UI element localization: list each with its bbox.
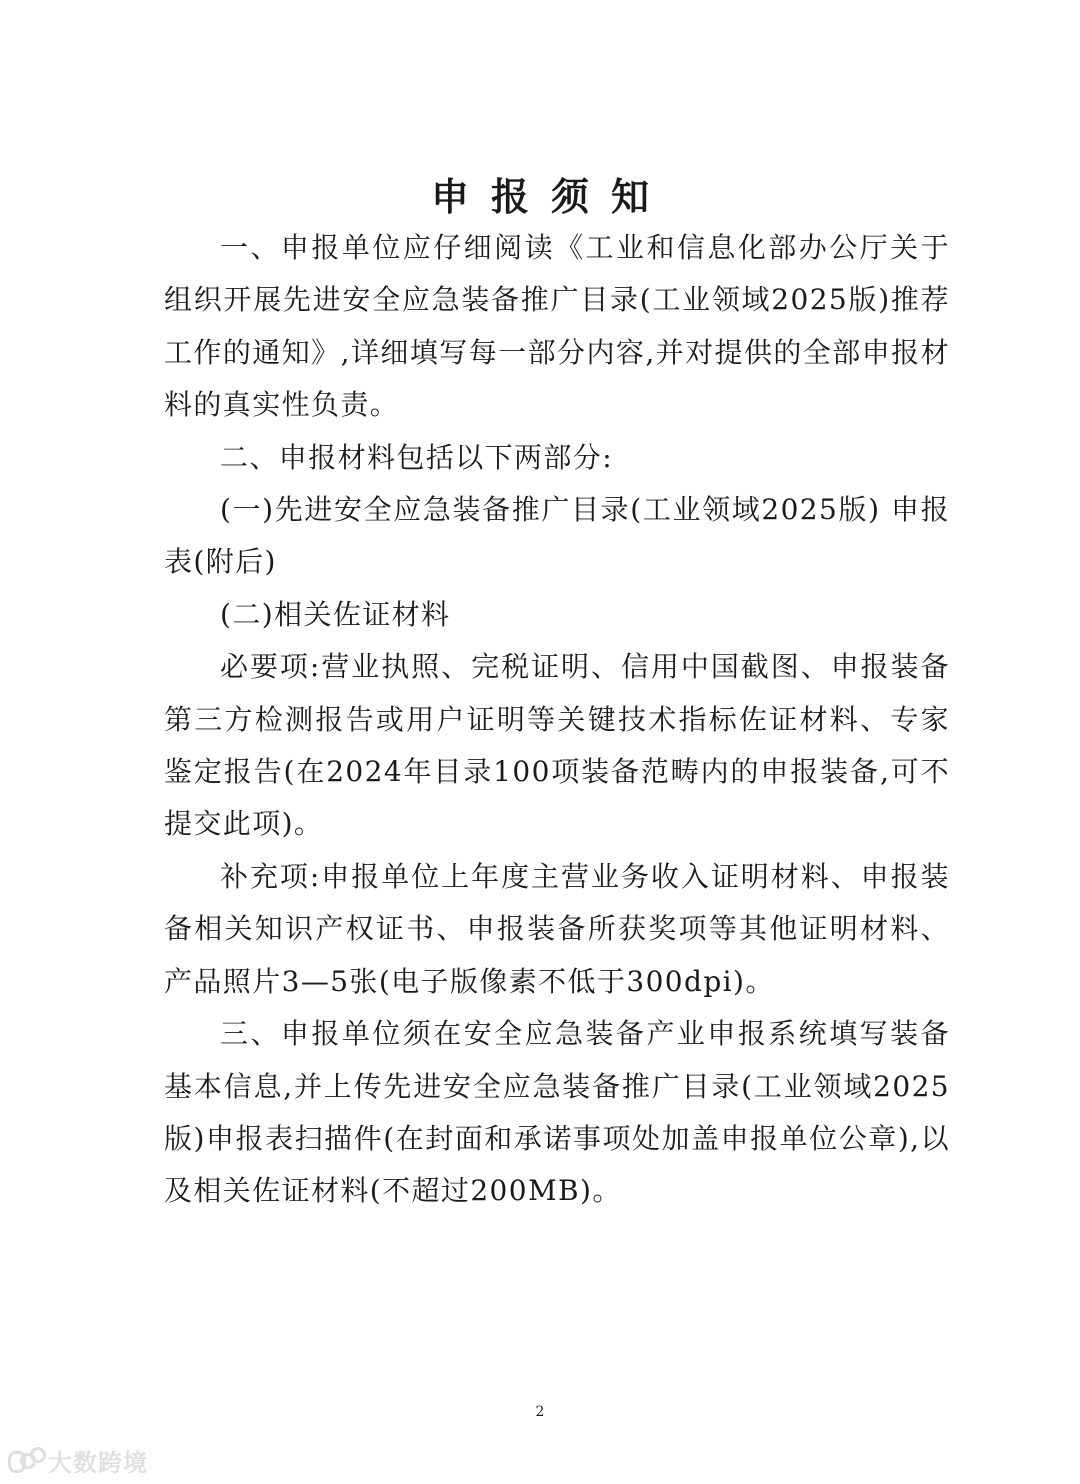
- paragraph-section-1: 一、申报单位应仔细阅读《工业和信息化部办公厅关于组织开展先进安全应急装备推广目录(工业领域2025版)推荐工作的通知》,详细填写每一部分内容,并对提供的全部申报材料的真实性负责。: [164, 231, 950, 422]
- watermark-text: 大数跨境: [48, 1448, 148, 1477]
- paragraph-required-items: 必要项:营业执照、完税证明、信用中国截图、申报装备第三方检测报告或用户证明等关键技术指标佐证材料、专家鉴定报告(在2024年目录100项装备范畴内的申报装备,可不提交此项)。: [164, 650, 950, 841]
- document-body: [164, 222, 950, 1218]
- paragraph-section-2: 二、申报材料包括以下两部分:: [220, 440, 614, 474]
- paragraph-subsection-1: (一)先进安全应急装备推广目录(工业领域2025版) 申报表(附后): [164, 493, 950, 579]
- page-number: 2: [535, 1404, 545, 1420]
- rings-logo-icon: [8, 1445, 42, 1475]
- paragraph-subsection-2: (二)相关佐证材料: [220, 597, 451, 631]
- paragraph-supplementary-items: 补充项:申报单位上年度主营业务收入证明材料、申报装备相关知识产权证书、申报装备所获奖项等其他证明材料、产品照片3—5张(电子版像素不低于300dpi)。: [164, 859, 950, 998]
- page-title: 申报须知: [430, 174, 671, 220]
- paragraph-section-3: 三、申报单位须在安全应急装备产业申报系统填写装备基本信息,并上传先进安全应急装备推广目录(工业领域2025版)申报表扫描件(在封面和承诺事项处加盖申报单位公章),以及相关佐证材料(不超过200MB)。: [164, 1017, 950, 1208]
- watermark: [8, 1440, 148, 1480]
